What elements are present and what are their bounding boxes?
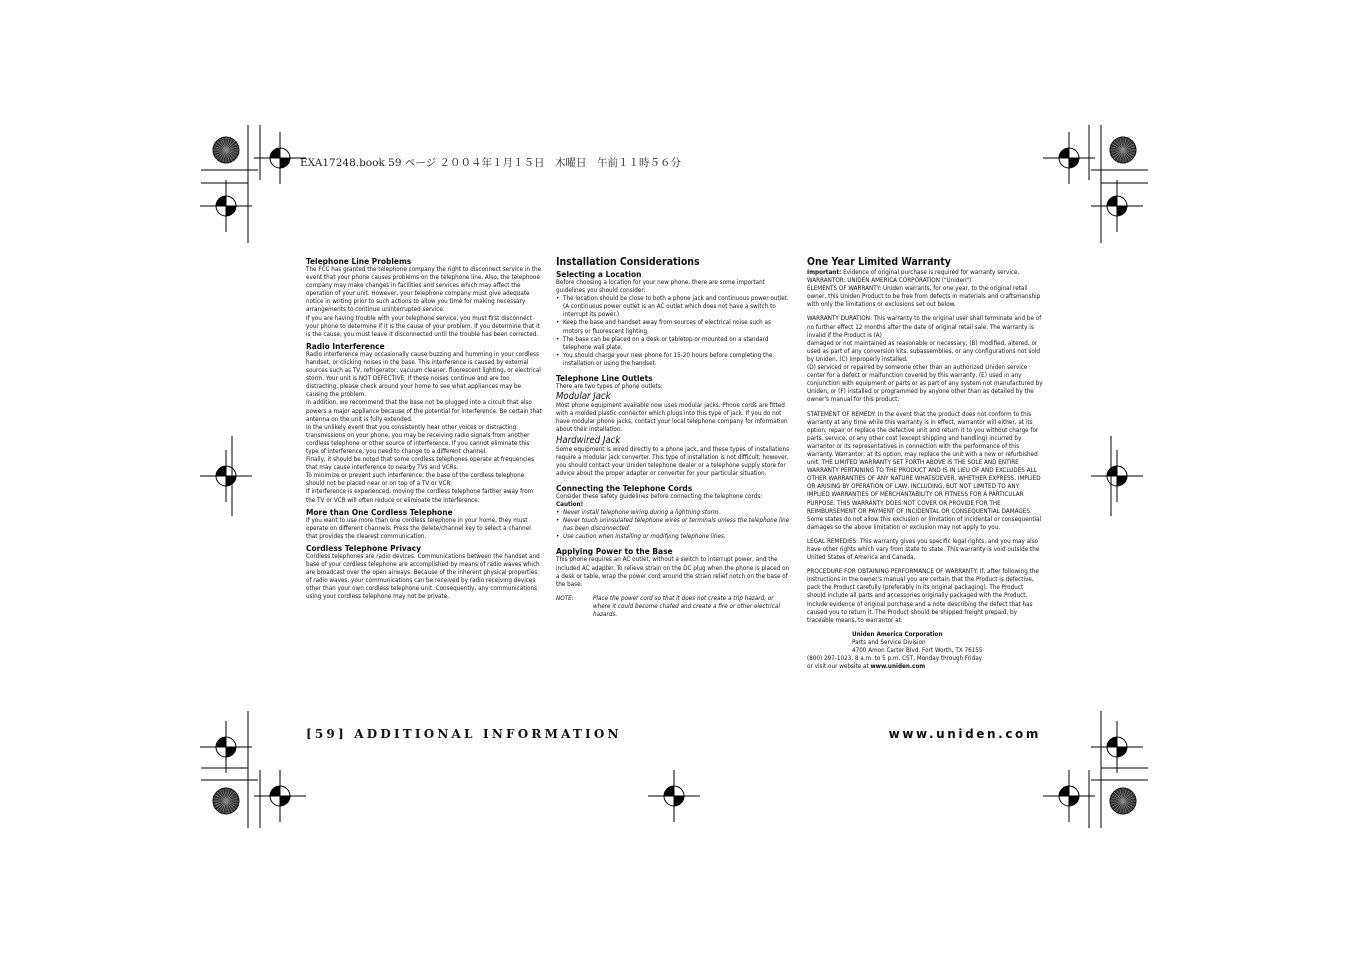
column-title: One Year Limited Warranty (807, 256, 951, 268)
list-item: • The location should be close to both a phone jack and continuous power outlet. (A continuous power outlet is an AC outlet which does not have a switch to interrupt its power.) (556, 295, 792, 319)
section-radio-interference (306, 341, 542, 505)
section-heading: Applying Power to the Base (556, 546, 673, 557)
paragraph: ELEMENTS OF WARRANTY: Uniden warrants, for one year, to the original retail owner, this Uniden Product to be free from defects in materials and craftsmanship with only the limitations or exclusions set out below. (807, 285, 1041, 309)
section-telephone-line-problems (306, 256, 542, 339)
list-item: • You should charge your new phone for 15-20 hours before completing the installation or using the handset. (556, 352, 792, 368)
section-cordless-privacy (306, 543, 542, 602)
note-block (556, 595, 792, 619)
paragraph: This phone requires an AC outlet, without a switch to interrupt power, and the included AC adapter. To relieve strain on the DC plug when the phone is placed on a desk or table, wrap the power cord around the strain relief notch on the base of the base. (556, 556, 790, 588)
section-heading: Cordless Telephone Privacy (306, 542, 422, 553)
subsection-heading: Hardwired Jack (556, 434, 621, 446)
section-heading: Telephone Line Outlets (556, 373, 653, 384)
paragraph: PROCEDURE FOR OBTAINING PERFORMANCE OF WARRANTY: If, after following the instructions in the owner's manual you are certain that the Product is defective, pack the Product carefully (preferably in its original packaging). The Product should include all parts and accessories originally packaged with the Product. Include evidence of original purchase and a note describing the defect that has caused you to return it. The Product should be shipped freight prepaid, by traceable means, to warrantor at: (807, 568, 1039, 624)
paragraph: If you want to use more than one cordless telephone in your home, they must operate on different channels. Press the delete/channel key to select a channel that provides the clearest communication. (306, 516, 531, 540)
list-item: • Keep the base and handset away from sources of electrical noise such as motors or fluorescent lighting. (556, 319, 792, 335)
address-web-line (807, 663, 1043, 671)
address-street: 4700 Amon Carter Blvd. Fort Worth, TX 76155 (852, 647, 983, 655)
important-label: Important: (807, 269, 842, 276)
list-item: • Never install telephone wiring during a lightning storm. (556, 509, 792, 517)
paragraph: If you are having trouble with your telephone service, you must first disconnect your phone to determine if it is the cause of your problem. If you determine that it is the cause, you must leave it disconnected until the trouble has been corrected. (306, 314, 540, 338)
caution-list (556, 509, 792, 541)
paragraph: Cordless telephones are radio devices. Communications between the handset and base of your cordless telephone are accomplished by means of radio waves which are broadcast over the open airways. Because of the inherent physical properties of radio waves, your communications can be received by radio receiving devices other than your own cordless telephone unit. Consequently, any communications using your cordless telephone may not be private. (306, 552, 540, 601)
note-label: NOTE: (556, 594, 574, 602)
footer-website: www.uniden.com (888, 727, 1041, 741)
paragraph: To minimize or prevent such interference, the base of the cordless telephone should not be placed near or on top of a TV or VCR. (306, 472, 525, 488)
service-address (807, 631, 1043, 671)
paragraph: WARRANTY DURATION: This warranty to the original user shall terminate and be of no further effect 12 months after the date of original retail sale. The warranty is invalid if the Product is (A) (807, 315, 1042, 339)
subsection-heading: Modular Jack (556, 391, 611, 403)
paragraph: If interference is experienced, moving the cordless telephone farther away from the TV or VCR will often reduce or eliminate the interference. (306, 488, 534, 504)
address-phone: (800) 297-1023, 8 a.m. to 5 p.m. CST, Monday through Friday (807, 655, 983, 663)
location-guidelines-list (556, 295, 792, 368)
paragraph: Before choosing a location for your new phone, there are some important guidelines you should consider: (556, 279, 765, 295)
warrantor-line: WARRANTOR: UNIDEN AMERICA CORPORATION ("Uniden") (807, 277, 972, 285)
paragraph: Radio interference may occasionally cause buzzing and humming in your cordless handset, or clicking noises in the base. This interference is caused by external sources such as TV, refrigerator, vacuum cleaner, fluorescent lighting, or electrical storm. Your unit is NOT DEFECTIVE. If these noises continue and are too distracting, please check around your home to see what appliances may be causing the problem. (306, 350, 541, 399)
paragraph: In addition, we recommend that the base not be plugged into a circuit that also powers a major appliance because of the potential for interference. Be certain that antenna on the unit is fully extended. (306, 399, 542, 423)
paragraph: There are two types of phone outlets: (556, 383, 663, 391)
paragraph: Some equipment is wired directly to a phone jack, and these types of installations require a modular jack converter. This type of installation is not difficult; however, you should contact your Uniden telephone dealer or a telephone supply store for advice about the proper adapter or converter for your particular situation. (556, 445, 790, 477)
paragraph: (D) serviced or repaired by someone other than an authorized Uniden service center for a defect or malfunction covered by this warranty, (E) used in any conjunction with equipment or parts or as part of any system not manufactured by Uniden, or (F) installed or programmed by anyone other than as detailed by the owner's manual for this product. (807, 364, 1043, 404)
web-prefix: or visit our website at (807, 663, 871, 671)
list-item: • Use caution when installing or modifying telephone lines. (556, 533, 792, 541)
footer-page-label: [59] ADDITIONAL INFORMATION (306, 727, 622, 741)
print-header: EXA17248.book 59 ページ ２００４年１月１５日 木曜日 午前１１時５６分 (300, 157, 681, 169)
paragraph: damaged or not maintained as reasonable or necessary, (B) modified, altered, or used as part of any conversion kits, subassemblies, or any configurations not sold by Uniden, (C) improperly installed, (807, 339, 1040, 363)
section-heading: More than One Cordless Telephone (306, 506, 453, 517)
section-heading: Telephone Line Problems (306, 256, 412, 266)
section-heading: Selecting a Location (556, 269, 642, 279)
paragraph: STATEMENT OF REMEDY: In the event that the product does not conform to this warranty at any time while this warranty is in effect, warrantor will either, at its option, repair or replace the defective unit and return it to you without charge for parts, service, or any other cost (except shipping and handling) incurred by warrantor or its representatives in connection with the performance of this warranty. Warrantor, at its option, may replace the unit with a new or refurbished unit. THE LIMITED WARRANTY SET FORTH ABOVE IS THE SOLE AND ENTIRE WARRANTY PERTAINING TO THE PRODUCT AND IS IN LIEU OF AND EXCLUDES ALL OTHER WARRANTIES OF ANY NATURE WHATSOEVER, WHETHER EXPRESS, IMPLIED OR ARISING BY OPERATION OF LAW, INCLUDING, BUT NOT LIMITED TO ANY IMPLIED WARRANTIES OF MERCHANTABILITY OR FITNESS FOR A PARTICULAR PURPOSE. THIS WARRANTY DOES NOT COVER OR PROVIDE FOR THE REIMBURSEMENT OR PAYMENT OF INCIDENTAL OR CONSEQUENTIAL DAMAGES. Some states do not allow this exclusion or limitation of incidental or consequential damages so the above limitation or exclusion may not apply to you. (807, 410, 1042, 531)
note-text: Place the power cord so that it does not create a trip hazard, or where it could become chafed and create a fire or other electrical hazards. (593, 594, 780, 618)
paragraph: Finally, it should be noted that some cordless telephones operate at frequencies that may cause interference to nearby TVs and VCRs. (306, 456, 535, 472)
column-left (306, 256, 542, 601)
address-dept: Parts and Service Division (852, 638, 926, 646)
website-link[interactable]: www.uniden.com (870, 663, 926, 671)
paragraph: Most phone equipment available now uses modular jacks. Phone cords are fitted with a molded plastic connector which plugs into this type of jack. If you do not have modular phone jacks, contact your local telephone company for information about their installation. (556, 402, 788, 434)
paragraph: LEGAL REMEDIES: This warranty gives you specific legal rights, and you may also have other rights which vary from state to state. This warranty is void outside the United States of America and Canada. (807, 537, 1040, 562)
paragraph: The FCC has granted the telephone company the right to disconnect service in the event that your phone causes problems on the telephone line. Also, the telephone company may make changes in facilities and services which may affect the operation of your unit. However, your telephone company must give adequate notice in writing prior to such actions to allow you time for making necessary arrangements to continue uninterrupted service. (306, 266, 542, 314)
list-item: • The base can be placed on a desk or tabletop or mounted on a standard telephone wall plate. (556, 336, 792, 352)
column-title: Installation Considerations (556, 256, 700, 268)
caution-label: Caution! (556, 500, 584, 508)
section-heading: Connecting the Telephone Cords (556, 482, 693, 493)
paragraph: In the unlikely event that you consistently hear other voices or distracting transmissions on your phone, you may be receiving radio signals from another cordless telephone or other source of interference. If you cannot eliminate this type of interference, you need to change to a different channel. (306, 423, 530, 455)
section-more-than-one-cordless (306, 507, 542, 541)
column-right (807, 256, 1043, 671)
list-item: • Never touch uninsulated telephone wires or terminals unless the telephone line has been disconnected. (556, 517, 792, 533)
address-company: Uniden America Corporation (852, 630, 943, 638)
important-text: Evidence of original purchase is required for warranty service. (841, 269, 1020, 276)
paragraph: Consider these safety guidelines before connecting the telephone cords: (556, 492, 763, 500)
section-heading: Radio Interference (306, 340, 385, 351)
column-middle (556, 256, 792, 619)
important-line (807, 269, 1043, 277)
